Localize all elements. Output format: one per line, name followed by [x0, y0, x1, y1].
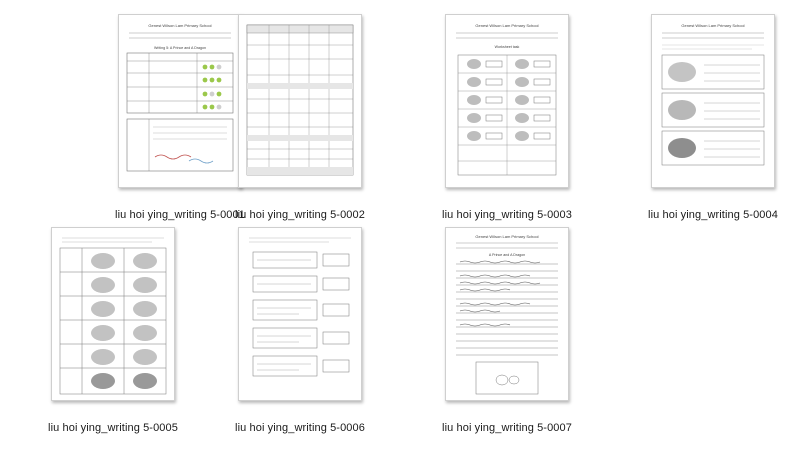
svg-text:Genest Wilson Lam Primary Scho: Genest Wilson Lam Primary School — [681, 23, 745, 28]
document-thumbnail[interactable] — [445, 227, 569, 401]
svg-text:Genest Wilson Lam Primary Scho: Genest Wilson Lam Primary School — [475, 234, 539, 239]
svg-text:Genest Wilson Lam Primary Scho: Genest Wilson Lam Primary School — [475, 23, 539, 28]
page-preview-5 — [52, 228, 174, 400]
svg-text:Worksheet task: Worksheet task — [494, 45, 520, 49]
page-preview-6 — [239, 228, 361, 400]
file-item[interactable] — [412, 227, 602, 434]
svg-text:Genest Wilson Lam Primary Scho: Genest Wilson Lam Primary School — [148, 23, 212, 28]
page-preview-7 — [446, 228, 568, 400]
svg-text:Writing 5: A Prince and A Drag: Writing 5: A Prince and A Dragon — [153, 46, 207, 50]
file-name-label[interactable]: liu hoi ying_writing 5-0007 — [442, 422, 572, 434]
file-name-label[interactable]: liu hoi ying_writing 5-0002 — [235, 209, 365, 221]
document-thumbnail[interactable] — [238, 14, 362, 188]
file-name-label[interactable]: liu hoi ying_writing 5-0003 — [442, 209, 572, 221]
page-preview-3 — [446, 15, 568, 187]
file-item[interactable] — [412, 14, 602, 221]
file-item[interactable] — [18, 227, 208, 434]
file-item[interactable] — [618, 14, 808, 221]
document-thumbnail[interactable] — [445, 14, 569, 188]
document-thumbnail[interactable] — [51, 227, 175, 401]
file-name-label[interactable]: liu hoi ying_writing 5-0006 — [235, 422, 365, 434]
document-thumbnail[interactable] — [651, 14, 775, 188]
file-name-label[interactable]: liu hoi ying_writing 5-0001 — [115, 209, 245, 221]
file-item[interactable] — [205, 14, 395, 221]
page-preview-2 — [239, 15, 361, 187]
page-preview-4 — [652, 15, 774, 187]
file-name-label[interactable]: liu hoi ying_writing 5-0004 — [648, 209, 778, 221]
document-thumbnail[interactable] — [238, 227, 362, 401]
file-name-label[interactable]: liu hoi ying_writing 5-0005 — [48, 422, 178, 434]
svg-text:A Prince and A Dragon: A Prince and A Dragon — [488, 253, 526, 257]
file-item[interactable] — [205, 227, 395, 434]
